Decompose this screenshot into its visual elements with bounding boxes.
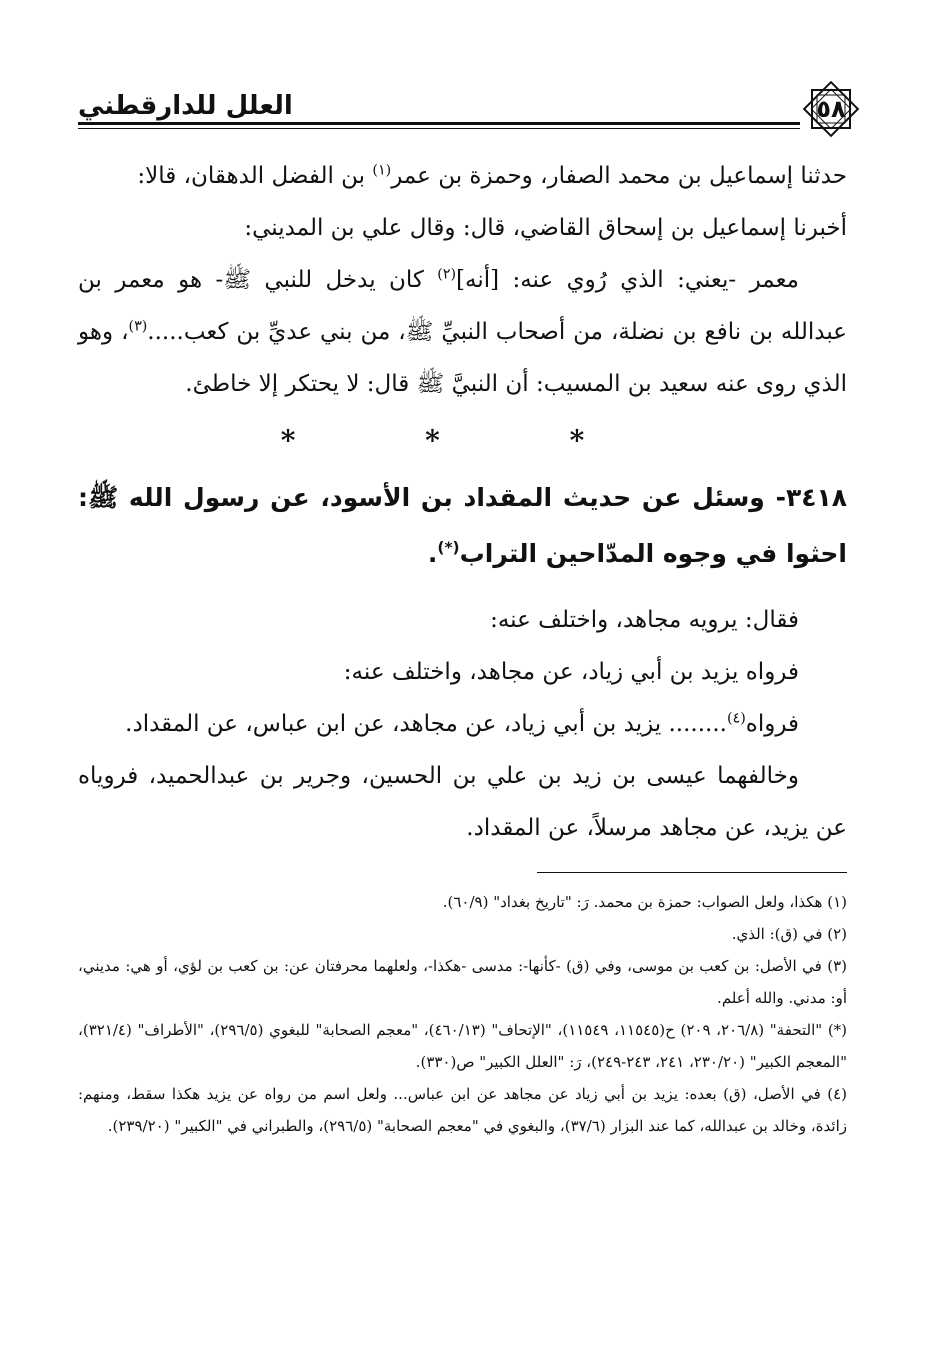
section-separator: * * * bbox=[280, 424, 645, 457]
footnote-ref-star: (*) bbox=[437, 538, 460, 557]
footnote-2: (٢) في (ق): الذي. bbox=[731, 925, 847, 943]
paragraph-1-line2: أخبرنا إسماعيل بن إسحاق القاضي، قال: وقال علي بن المديني: bbox=[244, 215, 847, 241]
paragraph-5: فرواه$^{(٤)}$........ يزيد بن أبي زياد، عن مجاهد، عن ابن عباس، عن المقداد. bbox=[125, 710, 799, 737]
paragraph-3: فقال: يرويه مجاهد، واختلف عنه: bbox=[490, 607, 799, 633]
footnote-4: (٤) في الأصل، (ق) بعده: يزيد بن أبي زياد عن مجاهد عن ابن عباس... ولعل اسم من رواه عن يزيد هكذا سقط، ومنهم: زائدة، وخالد بن عبدالله، كما عند البزار (٣٧/٦)، والبغوي في "معجم الصحابة" (٢٩٦/٥)، والطبراني في "الكبير" (٢٣٩/٢٠). bbox=[78, 1085, 847, 1135]
footnote-ref-3: (٣) bbox=[128, 318, 148, 335]
header-rule-thin bbox=[78, 128, 800, 129]
footnote-1: (١) هكذا، ولعل الصواب: حمزة بن محمد. رَ: "تاريخ بغداد" (٦٠/٩). bbox=[442, 893, 847, 911]
page-header bbox=[78, 78, 862, 140]
header-rule bbox=[78, 122, 800, 125]
main-text bbox=[78, 150, 847, 854]
running-title: العلل للدارقطني bbox=[78, 91, 293, 121]
footnote-ref-4: (٤) bbox=[726, 710, 746, 727]
paragraph-4: فرواه يزيد بن أبي زياد، عن مجاهد، واختلف عنه: bbox=[343, 659, 799, 685]
page-number: ٥٨ bbox=[816, 95, 846, 123]
footnote-ref-1: (١) bbox=[372, 162, 392, 179]
entry-heading: ٣٤١٨- وسئل عن حديث المقداد بن الأسود، عن رسول الله ﷺ: احثوا في وجوه المدّاحين التراب(*). bbox=[78, 483, 847, 568]
footnote-ref-2: (٢) bbox=[437, 266, 457, 283]
footnote-star: (*) "التحفة" (٢٠٦/٨، ٢٠٩) ح(١١٥٤٥، ١١٥٤٩)، "الإتحاف" (٤٦٠/١٣)، "معجم الصحابة" للبغوي (٢٩٦/٥)، "الأطراف" (٣٢١/٤)، "المعجم الكبير" (٢٣٠/٢٠، ٢٤١، ٢٤٣-٢٤٩)، رَ: "العلل الكبير" ص(٣٣٠). bbox=[78, 1021, 848, 1071]
paragraph-1: حدثنا إسماعيل بن محمد الصفار، وحمزة بن عمر$^{(١)}$ بن الفضل الدهقان، قالا: bbox=[137, 162, 847, 189]
footnotes bbox=[78, 886, 847, 1142]
footnote-separator bbox=[537, 872, 847, 873]
paragraph-6: وخالفهما عيسى بن زيد بن علي بن الحسين، وجرير بن عبدالحميد، فروياه عن يزيد، عن مجاهد مرسلاً، عن المقداد. bbox=[78, 763, 847, 841]
paragraph-2: معمر -يعني: الذي رُوي عنه: [أنه]$^{(٢)}$ كان يدخل للنبي ﷺ- هو معمر بن عبدالله بن نافع بن نضلة، من أصحاب النبيِّ ﷺ، من بني عديِّ بن كعب.....$^{(٣)}$، وهو الذي روى عنه سعيد بن المسيب: أن النبيَّ ﷺ قال: لا يحتكر إلا خاطئ. bbox=[78, 266, 848, 397]
page-number-badge bbox=[800, 78, 862, 140]
footnote-3: (٣) في الأصل: بن كعب بن موسى، وفي (ق) -كأنها-: مدسى -هكذا-، ولعلهما محرفتان عن: بن كعب بن لؤي، أو هي: مديني، أو: مدني. والله أعلم. bbox=[78, 957, 847, 1007]
